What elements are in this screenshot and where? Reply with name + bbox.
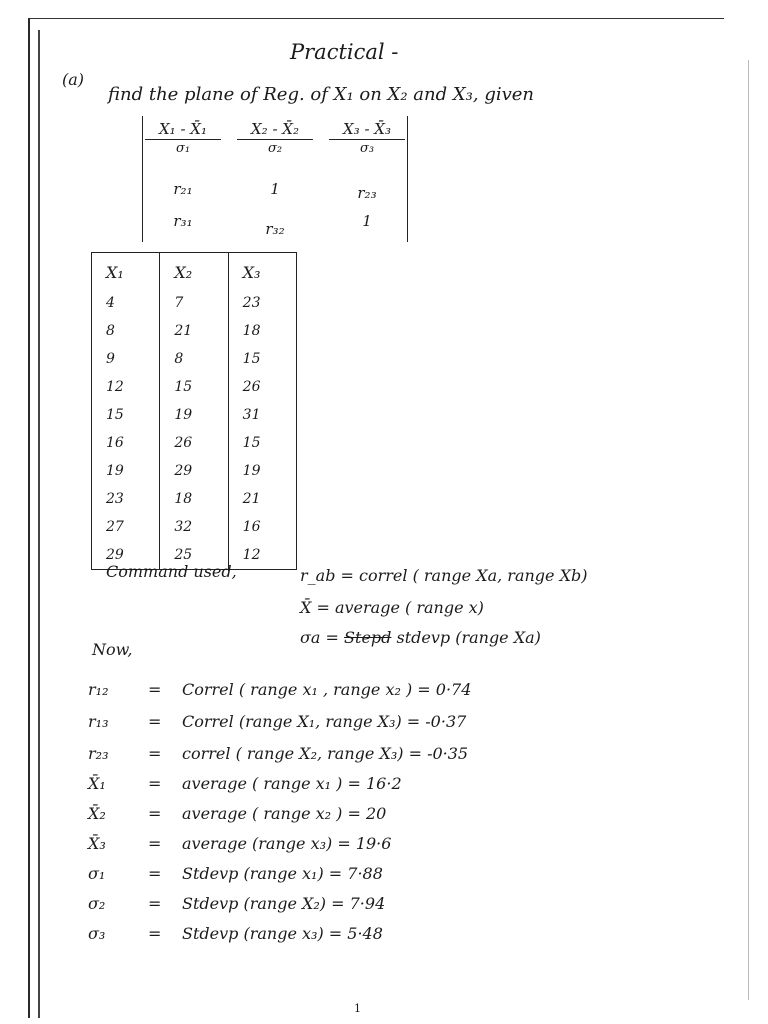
- det-r32: r₃₂: [265, 220, 285, 238]
- table-cell: 18: [160, 485, 228, 513]
- equals-sign: =: [148, 712, 162, 731]
- table-cell: 26: [160, 429, 228, 457]
- det-r31: r₃₁: [173, 212, 193, 230]
- result-lhs: r₁₃: [88, 712, 109, 731]
- result-expr: Stdevp (range X₂) = 7·94: [182, 894, 386, 913]
- equals-sign: =: [148, 894, 162, 913]
- table-row: [92, 345, 297, 373]
- col-header-x2: X₂: [160, 253, 228, 290]
- command-correl: r_ab = correl ( range Xa, range Xb): [300, 566, 588, 585]
- result-lhs: X̄₂: [88, 804, 106, 823]
- result-expr: Correl ( range x₁ , range x₂ ) = 0·74: [182, 680, 472, 699]
- correlation-determinant: [142, 116, 408, 242]
- command-average: X̄ = average ( range x): [300, 598, 484, 617]
- now-label: Now,: [92, 640, 133, 659]
- result-lhs: X̄₁: [88, 774, 106, 793]
- det-r21: r₂₁: [173, 180, 193, 198]
- table-cell: 16: [228, 513, 296, 541]
- table-cell: 25: [160, 541, 228, 570]
- command-stdevp-strikeout: Stepd: [344, 628, 392, 647]
- equals-sign: =: [148, 680, 162, 699]
- table-cell: 15: [228, 429, 296, 457]
- table-row: [92, 457, 297, 485]
- margin-line-outer: [28, 18, 30, 1018]
- table-cell: 7: [160, 289, 228, 317]
- col-header-x1: X₁: [92, 253, 160, 290]
- equals-sign: =: [148, 804, 162, 823]
- table-cell: 15: [160, 373, 228, 401]
- command-stdevp-text: stdevp (range Xa): [396, 628, 541, 647]
- table-cell: 8: [92, 317, 160, 345]
- result-lhs: X̄₃: [88, 834, 106, 853]
- table-row: [92, 289, 297, 317]
- table-cell: 23: [92, 485, 160, 513]
- table-cell: 27: [92, 513, 160, 541]
- equals-sign: =: [148, 864, 162, 883]
- part-label: (a): [62, 70, 85, 89]
- table-cell: 19: [92, 457, 160, 485]
- table-cell: 15: [228, 345, 296, 373]
- table-cell: 29: [160, 457, 228, 485]
- table-cell: 23: [228, 289, 296, 317]
- equals-sign: =: [148, 834, 162, 853]
- table-cell: 21: [160, 317, 228, 345]
- det-header-1: [145, 120, 221, 156]
- margin-line-inner: [38, 30, 40, 1018]
- table-cell: 12: [92, 373, 160, 401]
- table-row: [92, 317, 297, 345]
- det-header-2: [237, 120, 313, 156]
- table-cell: 29: [92, 541, 160, 570]
- command-stdevp-prefix: σa =: [300, 628, 339, 647]
- det-header-2-num: X₂ - X̄₂: [237, 120, 313, 140]
- det-header-3-num: X₃ - X̄₃: [329, 120, 405, 140]
- result-expr: average ( range x₁ ) = 16·2: [182, 774, 402, 793]
- table-cell: 15: [92, 401, 160, 429]
- result-expr: Stdevp (range x₃) = 5·48: [182, 924, 383, 943]
- det-one-b: 1: [362, 212, 372, 230]
- table-row: [92, 485, 297, 513]
- table-cell: 19: [160, 401, 228, 429]
- result-lhs: r₂₃: [88, 744, 109, 763]
- command-stdevp: [300, 628, 541, 647]
- table-cell: 9: [92, 345, 160, 373]
- table-cell: 19: [228, 457, 296, 485]
- equals-sign: =: [148, 744, 162, 763]
- table-cell: 12: [228, 541, 296, 570]
- table-cell: 16: [92, 429, 160, 457]
- page-title: Practical -: [290, 40, 399, 64]
- result-expr: Stdevp (range x₁) = 7·88: [182, 864, 383, 883]
- det-header-3: [329, 120, 405, 156]
- table-cell: 32: [160, 513, 228, 541]
- table-row: [92, 401, 297, 429]
- result-expr: average ( range x₂ ) = 20: [182, 804, 387, 823]
- result-expr: average (range x₃) = 19·6: [182, 834, 392, 853]
- det-header-3-den: σ₃: [359, 141, 375, 156]
- result-lhs: σ₁: [88, 864, 106, 883]
- table-row: [92, 429, 297, 457]
- result-lhs: σ₃: [88, 924, 106, 943]
- equals-sign: =: [148, 774, 162, 793]
- det-header-2-den: σ₂: [267, 141, 283, 156]
- data-table: [91, 252, 297, 570]
- det-header-1-num: X₁ - X̄₁: [145, 120, 221, 140]
- col-header-x3: X₃: [228, 253, 296, 290]
- table-cell: 8: [160, 345, 228, 373]
- table-cell: 26: [228, 373, 296, 401]
- det-one-a: 1: [270, 180, 280, 198]
- det-header-1-den: σ₁: [175, 141, 191, 156]
- page-right-edge: [748, 60, 749, 1000]
- table-row: [92, 373, 297, 401]
- command-label: Command used,: [106, 562, 237, 581]
- table-header-row: [92, 253, 297, 290]
- page-top-rule: [28, 18, 724, 19]
- table-cell: 21: [228, 485, 296, 513]
- det-r23: r₂₃: [357, 184, 377, 202]
- result-lhs: σ₂: [88, 894, 106, 913]
- table-cell: 31: [228, 401, 296, 429]
- table-cell: 18: [228, 317, 296, 345]
- result-lhs: r₁₂: [88, 680, 109, 699]
- page-number: 1: [354, 1002, 361, 1015]
- question-text: find the plane of Reg. of X₁ on X₂ and X₃, given: [108, 84, 535, 105]
- table-cell: 4: [92, 289, 160, 317]
- equals-sign: =: [148, 924, 162, 943]
- table-row: [92, 513, 297, 541]
- result-expr: correl ( range X₂, range X₃) = -0·35: [182, 744, 469, 763]
- result-expr: Correl (range X₁, range X₃) = -0·37: [182, 712, 467, 731]
